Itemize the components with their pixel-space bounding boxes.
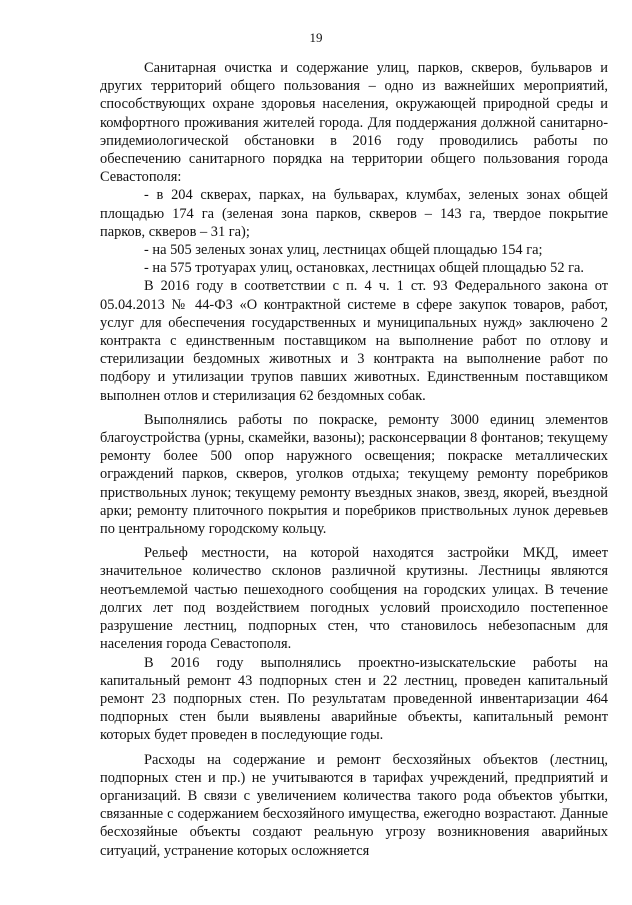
paragraph-repair-works: Выполнялись работы по покраске, ремонту 3000 единиц элементов благоустройства (урны, скамейки, вазоны); расконсервации 8 фонтанов; текущему ремонту более 500 опор наружного освещения; покраске металлических ограждений парков, скверов, уголков отдыха; текущему ремонту поребриков приствольных лунок; текущему ремонту въездных знаков, звезд, якорей, въездной арки; ремонту плиточного покрытия и поребриков приствольных лунок деревьев по центральному городскому кольцу. — [100, 411, 608, 538]
paragraph-sanitation-intro: Санитарная очистка и содержание улиц, парков, скверов, бульваров и других территорий общего пользования – одно из важнейших мероприятий, способствующих охране здоровья населения, окружающей природной среды и комфортного проживания жителей города. Для поддержания должной санитарно-эпидемиологической обстановки в 2016 году проводились работы по обеспечению санитарного порядка на территории общего пользования города Севастополя: — [100, 60, 608, 186]
list-item-squares-parks: - в 204 скверах, парках, на бульварах, клумбах, зеленых зонах общей площадью 174 га (зеленая зона парков, скверов – 143 га, твердое покрытие парков, скверов – 31 га); — [100, 187, 608, 240]
list-item-sidewalks: - на 575 тротуарах улиц, остановках, лестницах общей площадью 52 га. — [144, 260, 584, 277]
paragraph-ownerless-objects: Расходы на содержание и ремонт бесхозяйных объектов (лестниц, подпорных стен и пр.) не учитываются в тарифах учреждений, предприятий и организаций. В связи с увеличением количества такого рода объектов убытки, связанные с содержанием бесхозяйного имущества, ежегодно возрастают. Данные бесхозяйные объекты создают реальную угрозу возникновения аварийных ситуаций, устранение которых осложняется — [100, 751, 608, 859]
list-item-green-zones: - на 505 зеленых зонах улиц, лестницах общей площадью 154 га; — [144, 242, 543, 259]
paragraph-retaining-walls: В 2016 году выполнялись проектно-изыскательские работы на капитальный ремонт 43 подпорных стен и 22 лестниц, проведен капитальный ремонт 23 подпорных стен. По результатам проведенной инвентаризации 464 подпорных стен были выявлены аварийные объекты, капитальный ремонт которых будет проведен в последующие годы. — [100, 654, 608, 744]
paragraph-contracts: В 2016 году в соответствии с п. 4 ч. 1 ст. 93 Федерального закона от 05.04.2013 № 44-ФЗ «О контрактной системе в сфере закупок товаров, работ, услуг для обеспечения государственных и муниципальных нужд» заключено 2 контракта с единственным поставщиком на выполнение работ по отлову и стерилизации бездомных животных и 3 контракта на выполнение работ по подбору и утилизации трупов павших животных. Единственным поставщиком выполнен отлов и стерилизация 62 бездомных собак. — [100, 278, 608, 404]
document-body — [100, 59, 608, 860]
paragraph-relief: Рельеф местности, на которой находятся застройки МКД, имеет значительное количество склонов различной крутизны. Лестницы являются неотъемлемой частью пешеходного сообщения на городских улицах. В течение долгих лет под воздействием погодных условий происходило постепенное разрушение лестниц, подпорных стен, что становилось небезопасным для населения города Севастополя. — [100, 545, 608, 653]
page-number: 19 — [309, 30, 323, 45]
